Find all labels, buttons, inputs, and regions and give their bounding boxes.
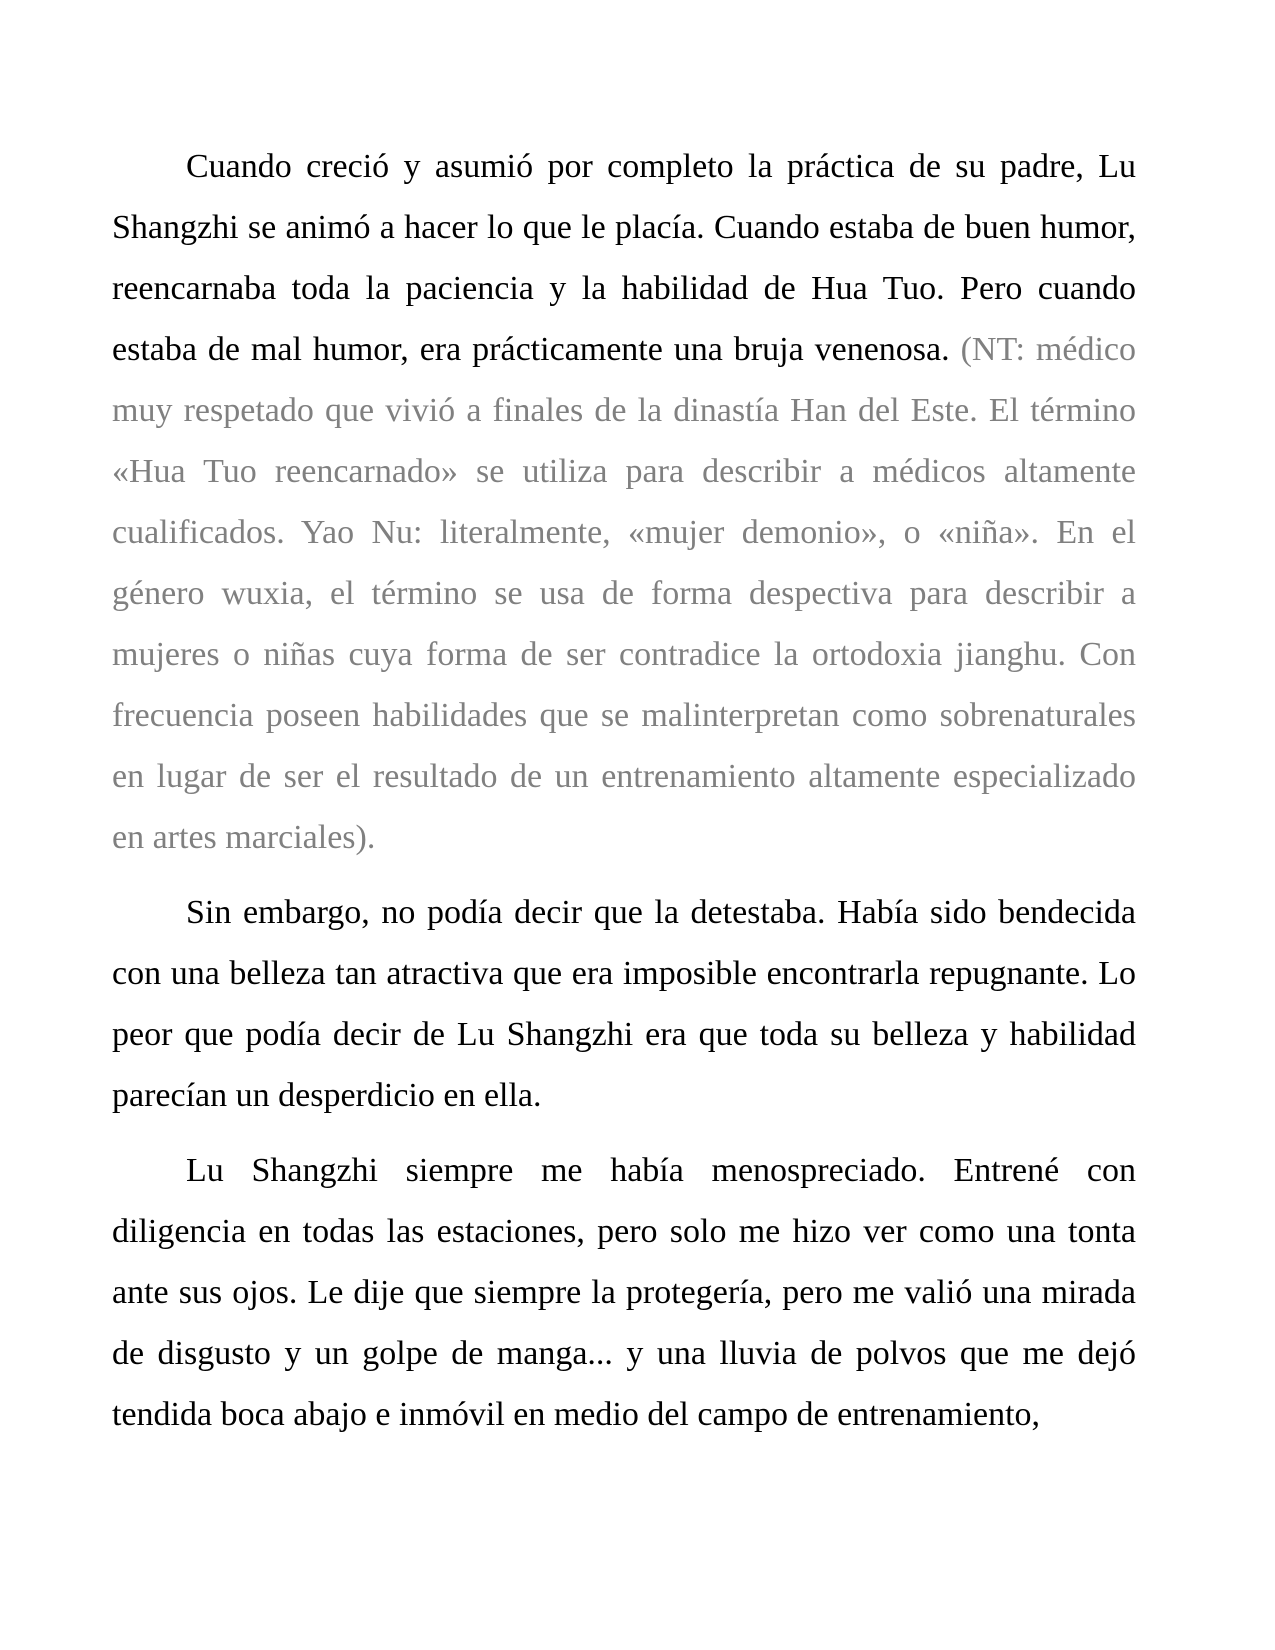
paragraph-2 <box>112 882 1136 1126</box>
paragraph-1 <box>112 136 1136 868</box>
paragraph-3 <box>112 1140 1136 1445</box>
translator-note: (NT: médico muy respetado que vivió a finales de la dinastía Han del Este. El término «Hua Tuo reencarnado» se utiliza para describir a médicos altamente cualificados. Yao Nu: literalmente, «mujer demonio», o «niña». En el género wuxia, el término se usa de forma despectiva para describir a mujeres o niñas cuya forma de ser contradice la ortodoxia jianghu. Con frecuencia poseen habilidades que se malinterpretan como sobrenaturales en lugar de ser el resultado de un entrenamiento altamente especializado en artes marciales). <box>112 331 1136 856</box>
document-page <box>112 136 1136 1459</box>
paragraph-3-text: Lu Shangzhi siempre me había menospreciado. Entrené con diligencia en todas las estaciones, pero solo me hizo ver como una tonta ante sus ojos. Le dije que siempre la protegería, pero me valió una mirada de disgusto y un golpe de manga... y una lluvia de polvos que me dejó tendida boca abajo e inmóvil en medio del campo de entrenamiento, <box>112 1152 1136 1433</box>
paragraph-2-text: Sin embargo, no podía decir que la detestaba. Había sido bendecida con una belleza tan atractiva que era imposible encontrarla repugnante. Lo peor que podía decir de Lu Shangzhi era que toda su belleza y habilidad parecían un desperdicio en ella. <box>112 894 1136 1114</box>
paragraph-1-text: Cuando creció y asumió por completo la práctica de su padre, Lu Shangzhi se animó a hacer lo que le placía. Cuando estaba de buen humor, reencarnaba toda la paciencia y la habilidad de Hua Tuo. Pero cuando estaba de mal humor, era prácticamente una bruja venenosa. <box>112 148 1136 368</box>
